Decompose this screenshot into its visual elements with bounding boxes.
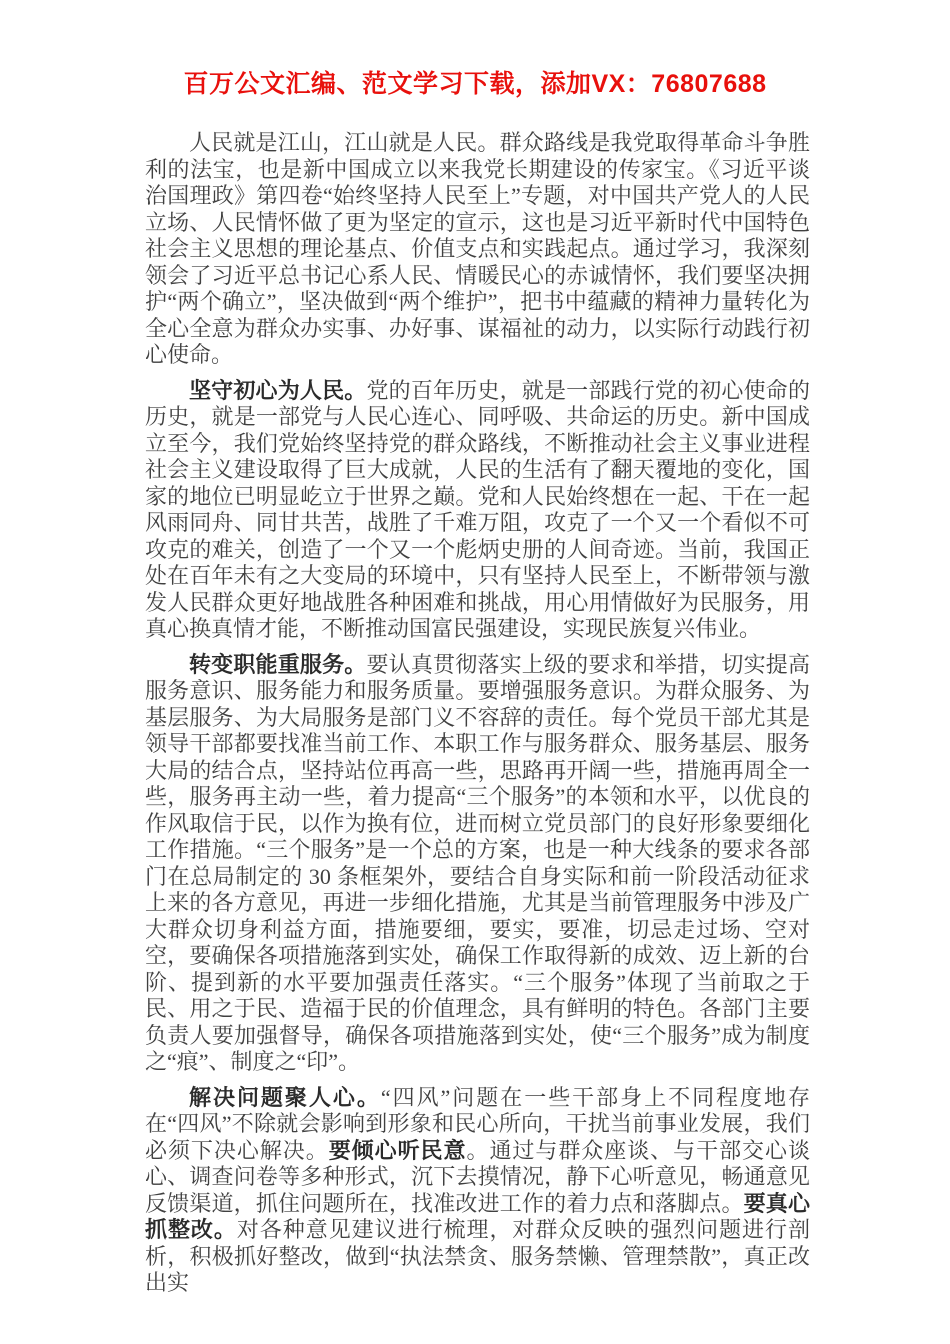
text-run: 要认真贯彻落实上级的要求和举措，切实提高服务意识、服务能力和服务质量。要增强服务意识。为群众服务、为基层服务、为大局服务是部门义不容辞的责任。每个党员干部尤其是领导干部都要找准当前工作、本职工作与服务群众、服务基层、服务大局的结合点，坚持站位再高一些，思路再开阔一些，措施再周全一些，服务再主动一些，着力提高“三个服务”的本领和水平，以优良的作风取信于民，以作为换有位，进而树立党员部门的良好形象要细化工作措施。“三个服务”是一个总的方案，也是一种大线条的要求各部门在总局制定的 30 条框架外，要结合自身实际和前一阶段活动征求上来的各方意见，再进一步细化措施，尤其是当前管理服务中涉及广大群众切身利益方面，措施要细，要实，要准，切忌走过场、空对空，要确保各项措施落到实处，确保工作取得新的成效、迈上新的台阶、提到新的水平要加强责任落实。“三个服务”体现了当前取之于民、用之于民、造福于民的价值理念，具有鲜明的特色。各部门主要负责人要加强督导，确保各项措施落到实处，使“三个服务”成为制度之“痕”、制度之“印”。 — [145, 651, 810, 1074]
paragraph — [145, 1085, 810, 1297]
paragraph — [145, 378, 810, 643]
bold-run: 要真心抓整改。 — [145, 1190, 810, 1242]
text-run: 人民就是江山，江山就是人民。群众路线是我党取得革命斗争胜利的法宝，也是新中国成立以来我党长期建设的传家宝。《习近平谈治国理政》第四卷“始终坚持人民至上”专题，对中国共产党人的人民立场、人民情怀做了更为坚定的宣示，这也是习近平新时代中国特色社会主义思想的理论基点、价值支点和实践起点。通过学习，我深刻领会了习近平总书记心系人民、情暖民心的赤诚情怀，我们要坚决拥护“两个确立”，坚决做到“两个维护”，把书中蕴藏的精神力量转化为全心全意为群众办实事、办好事、谋福祉的动力，以实际行动践行初心使命。 — [145, 130, 810, 367]
bold-run: 坚守初心为人民。 — [189, 377, 367, 403]
text-run: “四风”问题在一些干部身上不同程度地存在“四风”不除就会影响到形象和民心所向，干扰当前事业发展，我们必须下决心解决。 — [145, 1084, 810, 1163]
promo-banner: 百万公文汇编、范文学习下载，添加VX：76807688 — [183, 70, 767, 98]
document-body — [145, 130, 810, 1297]
paragraph — [145, 130, 810, 369]
bold-run: 转变职能重服务。 — [189, 651, 367, 677]
text-run: 。通过与群众座谈、与干部交心谈心、调查问卷等多种形式，沉下去摸情况，静下心听意见，畅通意见反馈渠道，抓住问题所在，找准改进工作的着力点和落脚点。 — [145, 1137, 810, 1216]
text-run: 党的百年历史，就是一部践行党的初心使命的历史，就是一部党与人民心连心、同呼吸、共命运的历史。新中国成立至今，我们党始终坚持党的群众路线，不断推动社会主义事业进程社会主义建设取得了巨大成就，人民的生活有了翻天覆地的变化，国家的地位已明显屹立于世界之巅。党和人民始终想在一起、干在一起风雨同舟、同甘共苦，战胜了千难万阻，攻克了一个又一个看似不可攻克的难关，创造了一个又一个彪炳史册的人间奇迹。当前，我国正处在百年未有之大变局的环境中，只有坚持人民至上，不断带领与激发人民群众更好地战胜各种困难和挑战，用心用情做好为民服务，用真心换真情才能，不断推动国富民强建设，实现民族复兴伟业。 — [145, 377, 810, 641]
bold-run: 要倾心听民意 — [328, 1137, 467, 1163]
bold-run: 解决问题聚人心。 — [189, 1084, 381, 1110]
paragraph — [145, 652, 810, 1076]
text-run: 对各种意见建议进行梳理，对群众反映的强烈问题进行剖析，积极抓好整改，做到“执法禁贪、服务禁懒、管理禁散”，真正改出实 — [145, 1217, 810, 1295]
